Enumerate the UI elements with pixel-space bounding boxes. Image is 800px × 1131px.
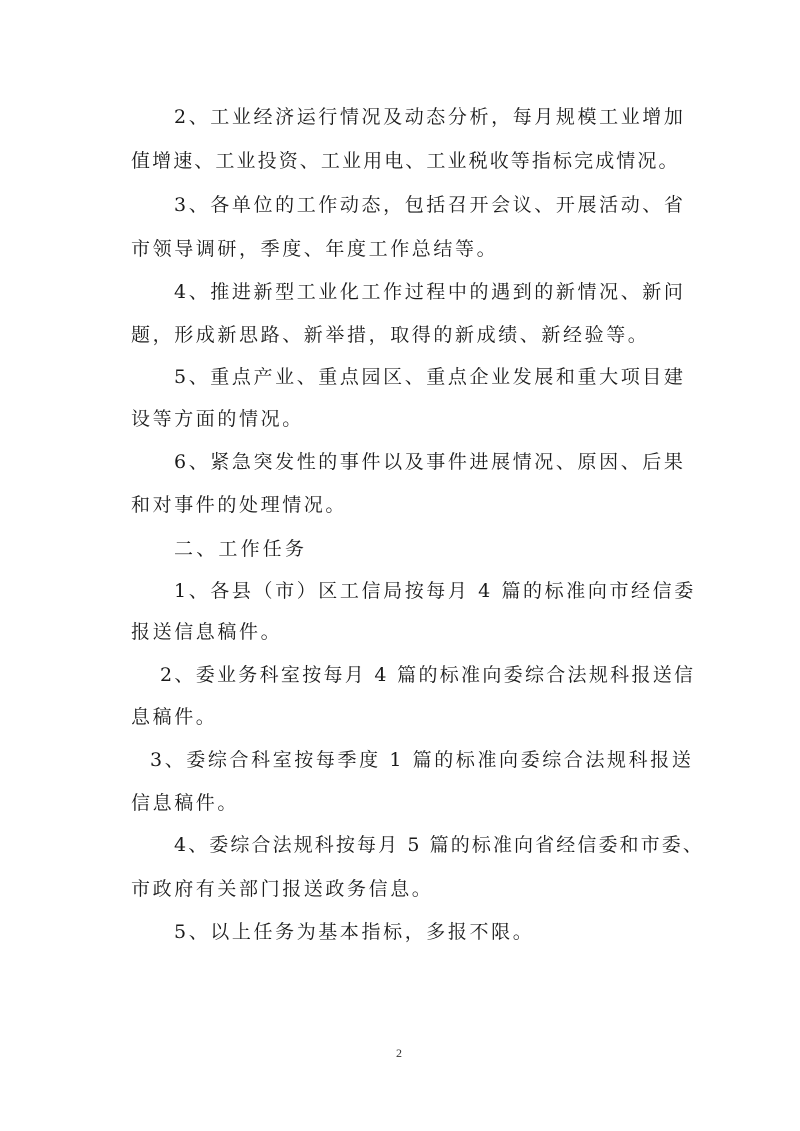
task-2-line-1: 2、委业务科室按每月 4 篇的标准向委综合法规科报送信 <box>160 664 696 686</box>
task-3-line-1: 3、委综合科室按每季度 1 篇的标准向委综合法规科报送 <box>150 749 694 771</box>
item-4-line-1: 4、推进新型工业化工作过程中的遇到的新情况、新问 <box>174 281 686 303</box>
item-2-line-1: 2、工业经济运行情况及动态分析，每月规模工业增加 <box>174 106 686 128</box>
task-1-line-1: 1、各县（市）区工信局按每月 4 篇的标准向市经信委 <box>174 580 696 602</box>
task-5-line-1: 5、以上任务为基本指标，多报不限。 <box>174 921 535 943</box>
item-6-line-1: 6、紧急突发性的事件以及事件进展情况、原因、后果 <box>174 451 686 473</box>
task-1-line-2: 报送信息稿件。 <box>131 621 283 643</box>
item-5-line-2: 设等方面的情况。 <box>131 408 304 430</box>
page-number: 2 <box>396 1046 402 1060</box>
item-4-line-2: 题，形成新思路、新举措，取得的新成绩、新经验等。 <box>131 324 650 346</box>
task-2-line-2: 息稿件。 <box>131 706 218 728</box>
item-6-line-2: 和对事件的处理情况。 <box>131 494 348 516</box>
section-heading-tasks: 二、工作任务 <box>174 538 308 560</box>
item-3-line-1: 3、各单位的工作动态，包括召开会议、开展活动、省 <box>174 194 686 216</box>
item-5-line-1: 5、重点产业、重点园区、重点企业发展和重大项目建 <box>174 366 686 388</box>
task-3-line-2: 信息稿件。 <box>131 792 240 814</box>
task-4-line-1: 4、委综合法规科按每月 5 篇的标准向省经信委和市委、 <box>174 834 704 856</box>
item-3-line-2: 市领导调研，季度、年度工作总结等。 <box>131 238 499 260</box>
item-2-line-2: 值增速、工业投资、工业用电、工业税收等指标完成情况。 <box>131 150 680 172</box>
task-4-line-2: 市政府有关部门报送政务信息。 <box>131 878 434 900</box>
